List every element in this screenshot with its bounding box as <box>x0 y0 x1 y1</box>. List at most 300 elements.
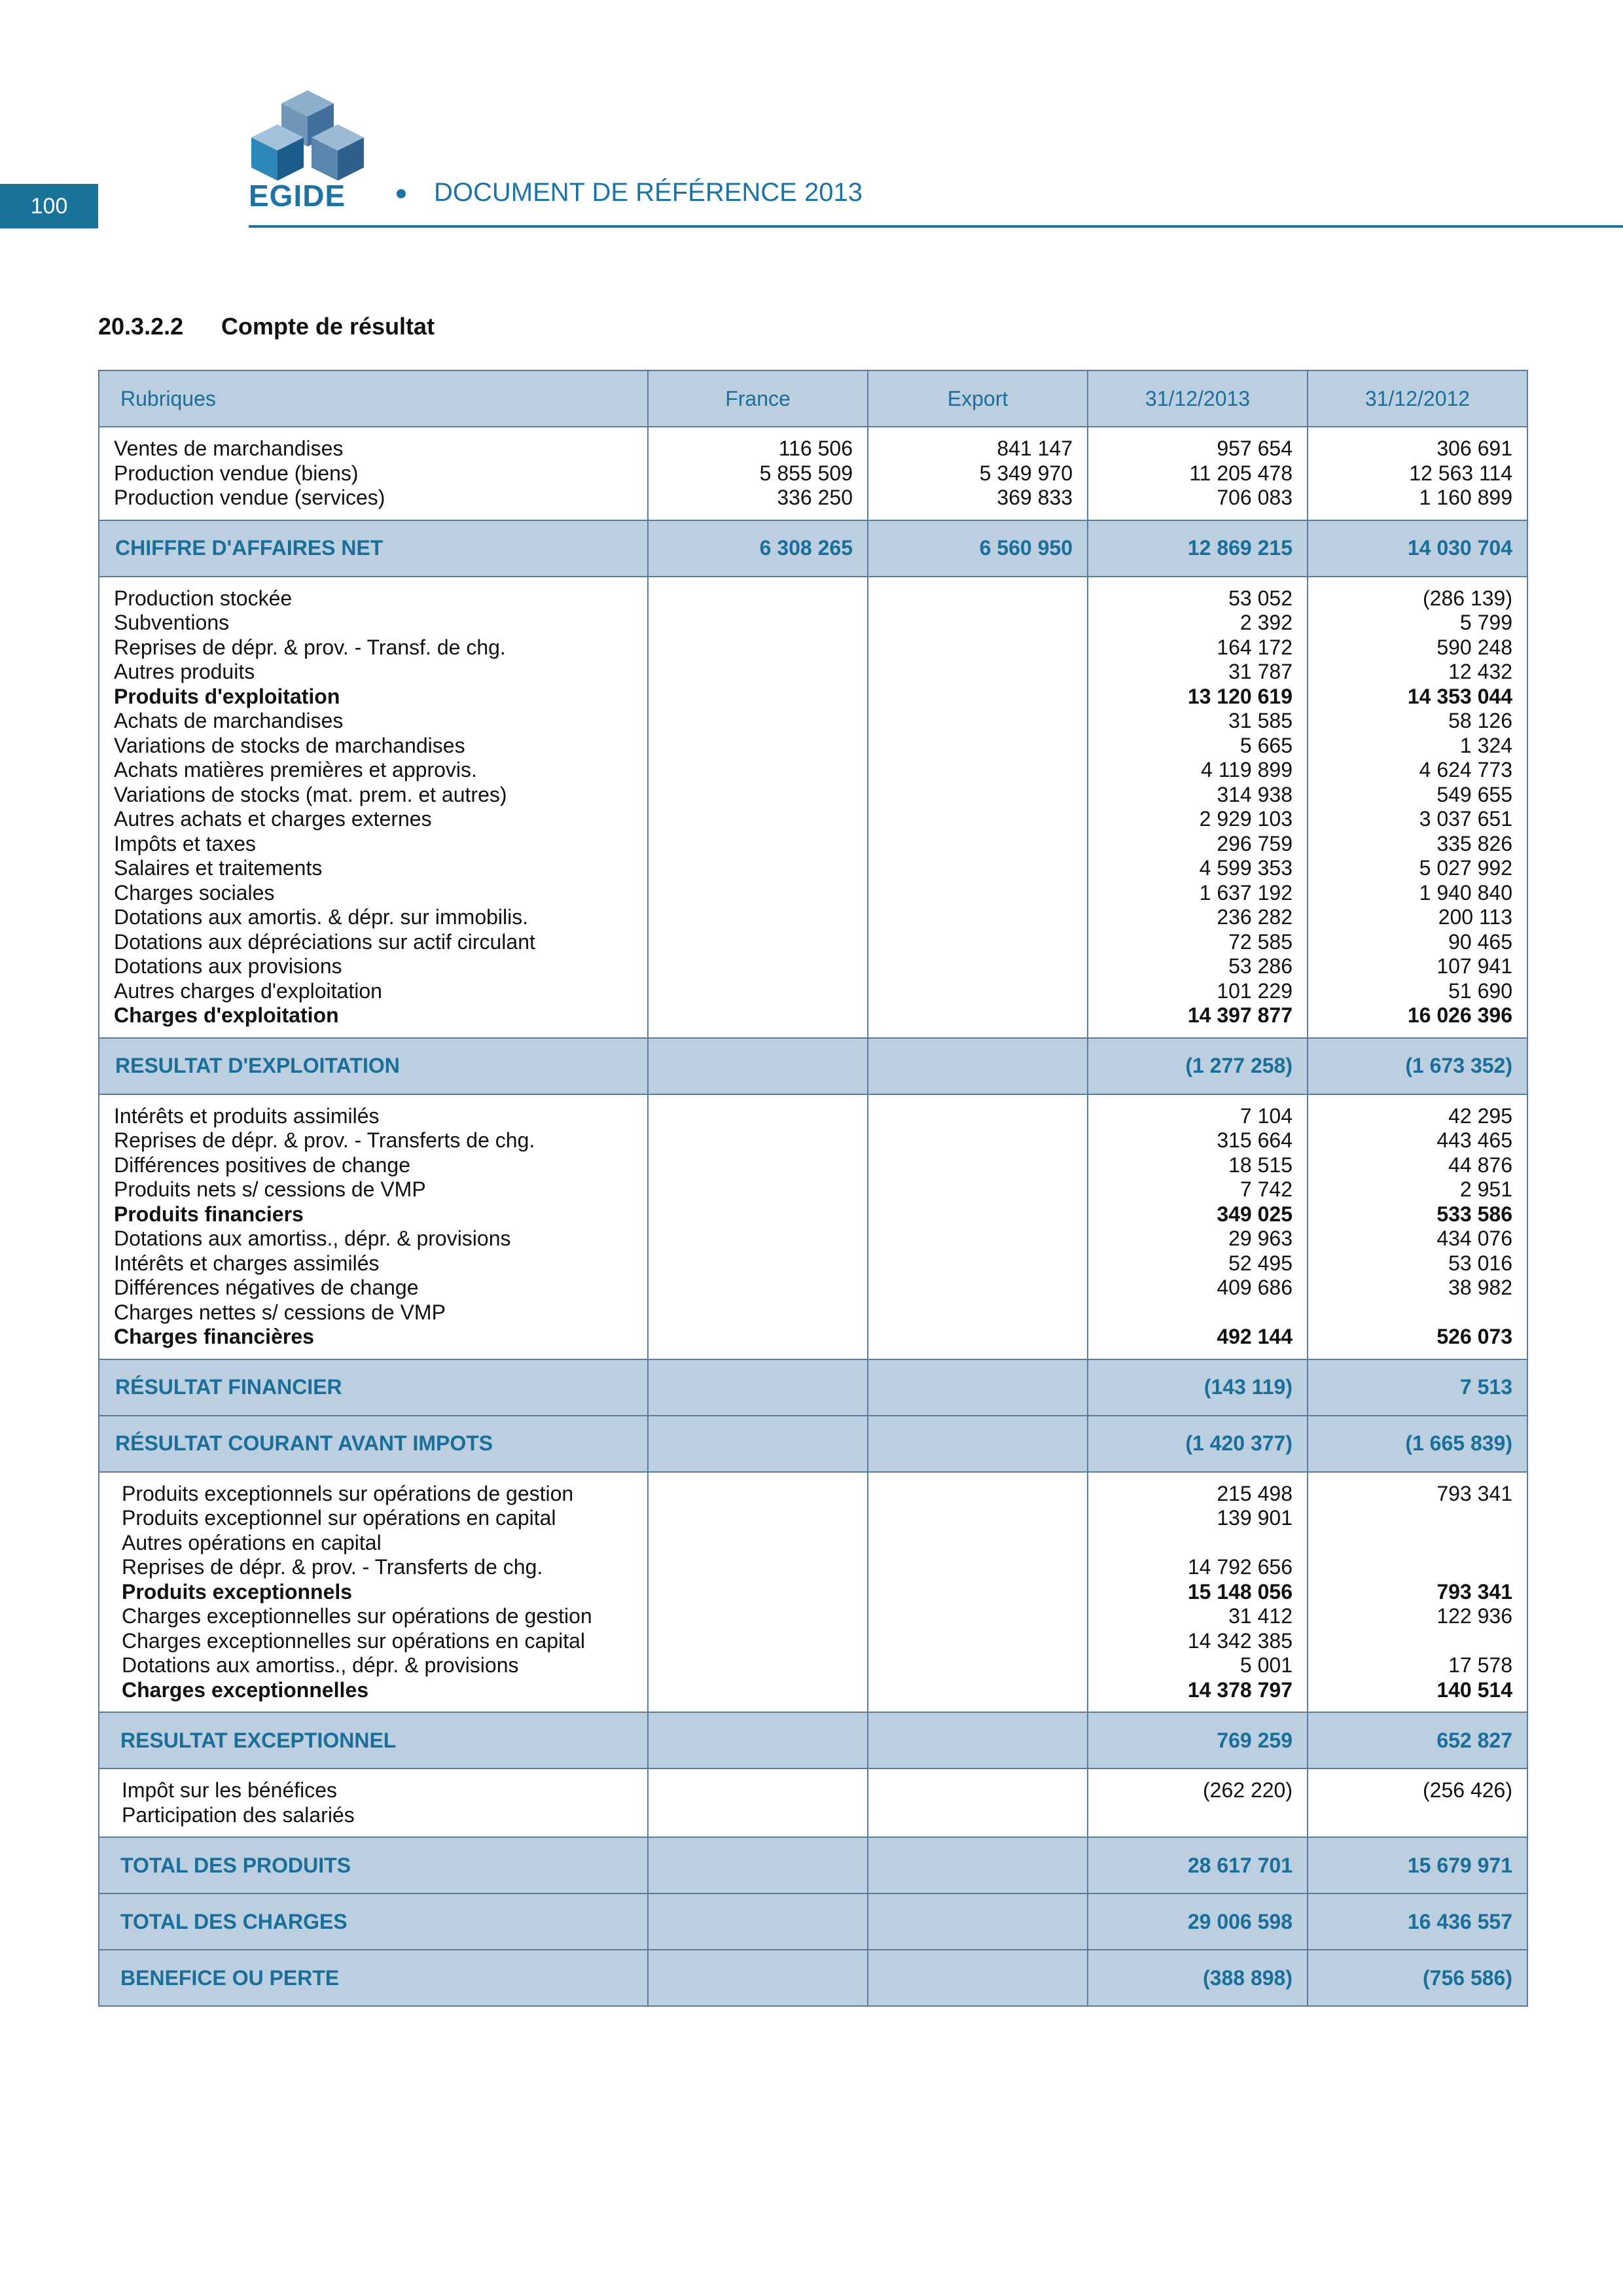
line-item-value: 53 016 <box>1448 1251 1512 1275</box>
line-item-value <box>663 660 853 685</box>
line-item-value: 101 229 <box>1217 978 1293 1003</box>
line-item-value: 533 586 <box>1436 1202 1512 1226</box>
line-item-value: 29 963 <box>1228 1227 1293 1250</box>
line-item-label: Dotations aux amortiss., dépr. & provisions <box>122 1653 519 1677</box>
line-item-label: Charges financières <box>114 1325 314 1348</box>
line-item-label: Intérêts et produits assimilés <box>114 1103 380 1128</box>
line-item-value: 164 172 <box>1217 635 1293 659</box>
detail-row-group <box>99 427 1527 520</box>
line-item-value: 215 498 <box>1217 1481 1293 1505</box>
total-cell-2012: 652 827 <box>1308 1712 1527 1768</box>
line-item-value <box>1323 1506 1512 1531</box>
document-title: DOCUMENT DE RÉFÉRENCE 2013 <box>434 178 863 207</box>
line-item-label: Charges exceptionnelles <box>122 1677 369 1702</box>
detail-cell-france <box>648 577 868 1038</box>
line-item-value <box>663 1629 853 1654</box>
line-item-value: 4 599 353 <box>1199 856 1293 880</box>
line-item-label: Achats matières premières et approvis. <box>114 758 477 781</box>
line-item-value <box>883 1177 1073 1202</box>
line-item-value <box>663 783 853 808</box>
line-item-label: Intérêts et charges assimilés <box>114 1251 380 1275</box>
line-item-value <box>663 709 853 734</box>
line-item-value <box>663 1325 853 1350</box>
line-item-value <box>1103 1531 1293 1556</box>
line-item-value <box>663 1276 853 1300</box>
line-item-value: 107 941 <box>1436 954 1512 978</box>
line-item-value <box>883 1482 1073 1507</box>
line-item-value <box>883 930 1073 955</box>
line-item-value <box>663 856 853 881</box>
line-item-label: Salaires et traitements <box>114 856 323 880</box>
line-item-value <box>883 783 1073 808</box>
line-item-value: 7 104 <box>1240 1103 1293 1128</box>
line-item-value: 296 759 <box>1217 831 1293 855</box>
header-rule <box>249 225 1623 228</box>
detail-row-group <box>99 577 1527 1038</box>
line-item-value: 236 282 <box>1217 905 1293 929</box>
line-item-value: 841 147 <box>997 437 1073 460</box>
line-item-value: 52 495 <box>1228 1251 1293 1275</box>
line-item-value: 122 936 <box>1436 1604 1512 1628</box>
line-item-value: 443 465 <box>1436 1128 1512 1152</box>
total-cell-label: RÉSULTAT FINANCIER <box>99 1359 648 1416</box>
line-item-value: 18 515 <box>1228 1153 1293 1177</box>
line-item-value <box>663 1003 853 1028</box>
total-cell-export <box>868 1712 1088 1768</box>
line-item-value: 5 799 <box>1459 611 1512 634</box>
line-item-value <box>663 807 853 832</box>
detail-cell-2013 <box>1088 1094 1308 1359</box>
line-item-label: Autres produits <box>114 660 255 683</box>
line-item-value <box>883 758 1073 783</box>
line-item-value: 31 412 <box>1228 1604 1293 1628</box>
line-item-value <box>663 1778 853 1803</box>
bullet-separator <box>397 189 406 198</box>
total-cell-export <box>868 1893 1088 1950</box>
line-item-label: Subventions <box>114 611 230 634</box>
line-item-value <box>663 1678 853 1703</box>
line-item-value <box>1323 1300 1512 1325</box>
line-item-value <box>663 1153 853 1178</box>
line-item-value: 12 432 <box>1448 660 1512 683</box>
detail-cell-2012 <box>1308 1472 1527 1713</box>
line-item-value <box>663 1803 853 1828</box>
line-item-label: Produits exceptionnel sur opérations en capital <box>122 1506 556 1530</box>
total-row <box>99 1038 1527 1094</box>
line-item-value <box>663 930 853 955</box>
column-header-export: Export <box>868 370 1088 427</box>
line-item-value: 1 160 899 <box>1419 486 1512 509</box>
line-item-value <box>883 709 1073 734</box>
detail-cell-france <box>648 1472 868 1713</box>
line-item-value <box>663 734 853 759</box>
line-item-value <box>663 1555 853 1580</box>
line-item-value <box>883 1506 1073 1531</box>
total-cell-label: TOTAL DES PRODUITS <box>99 1837 648 1893</box>
total-cell-2013: 29 006 598 <box>1088 1893 1308 1950</box>
line-item-value <box>883 807 1073 832</box>
line-item-value <box>883 979 1073 1004</box>
line-item-label: Ventes de marchandises <box>114 437 344 460</box>
line-item-value: 2 951 <box>1459 1177 1512 1201</box>
line-item-label: Production vendue (biens) <box>114 461 359 485</box>
line-item-value: 957 654 <box>1217 437 1293 460</box>
line-item-label: Produits financiers <box>114 1202 304 1226</box>
line-item-value <box>663 1300 853 1325</box>
detail-cell-france <box>648 1094 868 1359</box>
detail-cell-export <box>868 1094 1088 1359</box>
line-item-value <box>663 636 853 660</box>
detail-cell-2013 <box>1088 577 1308 1038</box>
line-item-value: 14 342 385 <box>1187 1628 1293 1653</box>
total-row <box>99 1359 1527 1416</box>
line-item-value <box>663 979 853 1004</box>
line-item-value <box>663 611 853 636</box>
column-header-france: France <box>648 370 868 427</box>
line-item-value <box>663 1531 853 1556</box>
line-item-label: Charges exceptionnelles sur opérations de gestion <box>122 1604 592 1628</box>
line-item-value: 38 982 <box>1448 1276 1512 1299</box>
total-cell-2013: (1 277 258) <box>1088 1038 1308 1094</box>
line-item-value <box>1323 1555 1512 1580</box>
line-item-value: 11 205 478 <box>1189 461 1293 485</box>
detail-cell-france <box>648 427 868 520</box>
line-item-value: 409 686 <box>1217 1276 1293 1299</box>
line-item-value <box>1323 1803 1512 1828</box>
line-item-value: 314 938 <box>1217 782 1293 806</box>
line-item-label: Variations de stocks de marchandises <box>114 733 465 757</box>
line-item-label: Reprises de dépr. & prov. - Transf. de chg. <box>114 635 506 659</box>
line-item-value: (286 139) <box>1423 586 1512 610</box>
total-cell-france <box>648 1837 868 1893</box>
line-item-value: 58 126 <box>1448 709 1512 732</box>
section-title: Compte de résultat <box>221 313 435 340</box>
line-item-value <box>883 1555 1073 1580</box>
total-cell-2013: 769 259 <box>1088 1712 1308 1768</box>
line-item-value: 526 073 <box>1436 1325 1512 1348</box>
line-item-value <box>663 1482 853 1507</box>
line-item-label: Produits d'exploitation <box>114 684 340 708</box>
line-item-label: Dotations aux amortis. & dépr. sur immobilis. <box>114 905 529 929</box>
line-item-value: 7 742 <box>1240 1177 1293 1201</box>
total-cell-france <box>648 1038 868 1094</box>
line-item-value <box>883 1531 1073 1556</box>
total-cell-2012: (1 665 839) <box>1308 1416 1527 1472</box>
line-item-value <box>663 1580 853 1605</box>
total-row <box>99 1837 1527 1893</box>
line-item-value: 5 855 509 <box>759 461 853 485</box>
line-item-value: 139 901 <box>1217 1506 1293 1530</box>
line-item-label: Différences négatives de change <box>114 1276 419 1299</box>
line-item-value <box>663 1653 853 1678</box>
line-item-value <box>883 1653 1073 1678</box>
line-item-value <box>663 685 853 709</box>
total-cell-2012: (1 673 352) <box>1308 1038 1527 1094</box>
line-item-value: 42 295 <box>1448 1103 1512 1128</box>
line-item-value: (262 220) <box>1203 1778 1293 1802</box>
line-item-value: 1 940 840 <box>1419 880 1512 905</box>
line-item-value: 90 465 <box>1448 929 1512 954</box>
detail-cell-export <box>868 577 1088 1038</box>
line-item-value: 5 665 <box>1240 733 1293 757</box>
total-cell-label: BENEFICE OU PERTE <box>99 1950 648 2006</box>
table-body <box>99 427 1527 2006</box>
line-item-value <box>883 856 1073 881</box>
detail-cell-label <box>99 577 648 1038</box>
line-item-value <box>663 1604 853 1629</box>
line-item-value <box>883 905 1073 930</box>
line-item-value <box>883 1604 1073 1629</box>
line-item-value: 15 148 056 <box>1187 1579 1293 1604</box>
line-item-value <box>883 881 1073 906</box>
line-item-value: 590 248 <box>1436 635 1512 659</box>
page-number: 100 <box>0 184 98 228</box>
total-cell-export <box>868 1837 1088 1893</box>
total-cell-export: 6 560 950 <box>868 520 1088 577</box>
line-item-label: Participation des salariés <box>122 1803 355 1827</box>
line-item-value: 12 563 114 <box>1409 461 1512 485</box>
line-item-value: 53 286 <box>1228 954 1293 978</box>
total-row <box>99 1712 1527 1768</box>
detail-cell-label <box>99 1472 648 1713</box>
line-item-value <box>663 1227 853 1251</box>
line-item-label: Charges d'exploitation <box>114 1003 339 1027</box>
line-item-value: 315 664 <box>1217 1128 1293 1152</box>
line-item-value: 17 578 <box>1448 1653 1512 1677</box>
line-item-value: 349 025 <box>1217 1202 1293 1226</box>
line-item-value <box>883 1276 1073 1300</box>
line-item-value: 5 027 992 <box>1419 856 1512 880</box>
line-item-value <box>663 1202 853 1227</box>
total-cell-france <box>648 1359 868 1416</box>
total-row <box>99 1950 1527 2006</box>
line-item-value <box>883 1128 1073 1153</box>
line-item-label: Impôts et taxes <box>114 831 256 855</box>
total-cell-label: CHIFFRE D'AFFAIRES NET <box>99 520 648 577</box>
detail-cell-export <box>868 1472 1088 1713</box>
line-item-value: 306 691 <box>1436 437 1512 460</box>
line-item-value <box>883 1003 1073 1028</box>
line-item-value: 200 113 <box>1438 905 1512 929</box>
total-cell-france <box>648 1712 868 1768</box>
total-cell-2012: 15 679 971 <box>1308 1837 1527 1893</box>
line-item-value: 1 637 192 <box>1199 880 1293 905</box>
line-item-value <box>663 832 853 857</box>
line-item-label: Autres charges d'exploitation <box>114 978 382 1003</box>
column-header-rubriques: Rubriques <box>99 370 648 427</box>
line-item-value: 336 250 <box>777 486 853 509</box>
line-item-label: Produits exceptionnels sur opérations de gestion <box>122 1481 574 1505</box>
line-item-value <box>883 586 1073 611</box>
line-item-label: Production vendue (services) <box>114 486 385 509</box>
total-cell-export <box>868 1359 1088 1416</box>
detail-cell-france <box>648 1768 868 1837</box>
line-item-value <box>663 881 853 906</box>
line-item-value: 5 001 <box>1240 1653 1293 1677</box>
line-item-label: Achats de marchandises <box>114 709 344 732</box>
line-item-value: 16 026 396 <box>1407 1003 1512 1027</box>
total-cell-france <box>648 1893 868 1950</box>
line-item-label: Reprises de dépr. & prov. - Transferts de chg. <box>122 1555 543 1579</box>
line-item-label: Dotations aux amortiss., dépr. & provisions <box>114 1227 511 1250</box>
line-item-value: 4 624 773 <box>1419 758 1512 781</box>
total-cell-export <box>868 1038 1088 1094</box>
line-item-value: 14 378 797 <box>1187 1677 1293 1702</box>
line-item-value <box>1103 1803 1293 1828</box>
line-item-label: Différences positives de change <box>114 1153 411 1177</box>
line-item-value <box>663 1506 853 1531</box>
total-cell-2012: 16 436 557 <box>1308 1893 1527 1950</box>
line-item-label: Dotations aux dépréciations sur actif circulant <box>114 929 535 954</box>
detail-cell-2012 <box>1308 1094 1527 1359</box>
total-cell-2013: (388 898) <box>1088 1950 1308 2006</box>
line-item-value: 72 585 <box>1228 929 1293 954</box>
table-header-row <box>99 370 1527 427</box>
total-cell-label: RESULTAT EXCEPTIONNEL <box>99 1712 648 1768</box>
detail-cell-2013 <box>1088 427 1308 520</box>
total-cell-france <box>648 1950 868 2006</box>
line-item-value: 549 655 <box>1436 782 1512 806</box>
line-item-value <box>883 1251 1073 1276</box>
detail-cell-2013 <box>1088 1472 1308 1713</box>
line-item-value <box>883 1153 1073 1178</box>
line-item-label: Autres achats et charges externes <box>114 807 432 831</box>
detail-row-group <box>99 1472 1527 1713</box>
line-item-value: 31 787 <box>1228 660 1293 683</box>
line-item-value: 4 119 899 <box>1201 758 1293 781</box>
line-item-value <box>883 1580 1073 1605</box>
line-item-value: 140 514 <box>1436 1677 1512 1702</box>
line-item-value <box>883 685 1073 709</box>
line-item-value: 706 083 <box>1217 486 1293 509</box>
line-item-value <box>883 1629 1073 1654</box>
line-item-value: 369 833 <box>997 486 1073 509</box>
total-row <box>99 1893 1527 1950</box>
column-header-2013: 31/12/2013 <box>1088 370 1308 427</box>
line-item-value <box>883 734 1073 759</box>
line-item-value: 31 585 <box>1228 709 1293 732</box>
line-item-label: Produits exceptionnels <box>122 1579 353 1604</box>
detail-cell-label <box>99 1094 648 1359</box>
line-item-value: 335 826 <box>1436 831 1512 855</box>
line-item-value <box>663 905 853 930</box>
line-item-value <box>663 1104 853 1129</box>
line-item-value: 13 120 619 <box>1187 684 1293 708</box>
line-item-value: 44 876 <box>1448 1153 1512 1177</box>
total-cell-2012: (756 586) <box>1308 1950 1527 2006</box>
line-item-value <box>663 758 853 783</box>
brand-name: EGIDE <box>249 179 346 213</box>
line-item-value <box>1323 1629 1512 1654</box>
total-cell-label: TOTAL DES CHARGES <box>99 1893 648 1950</box>
detail-cell-label <box>99 427 648 520</box>
detail-cell-2012 <box>1308 577 1527 1038</box>
detail-cell-2012 <box>1308 427 1527 520</box>
total-cell-2012: 14 030 704 <box>1308 520 1527 577</box>
total-cell-2012: 7 513 <box>1308 1359 1527 1416</box>
detail-cell-export <box>868 1768 1088 1837</box>
line-item-value <box>883 954 1073 979</box>
line-item-value: 793 341 <box>1436 1481 1512 1505</box>
line-item-value <box>883 1678 1073 1703</box>
line-item-label: Charges nettes s/ cessions de VMP <box>114 1300 446 1324</box>
line-item-value: 14 397 877 <box>1187 1003 1293 1027</box>
line-item-value <box>663 586 853 611</box>
line-item-value <box>883 1227 1073 1251</box>
line-item-label: Charges exceptionnelles sur opérations en capital <box>122 1628 585 1653</box>
total-cell-export <box>868 1416 1088 1472</box>
line-item-label: Dotations aux provisions <box>114 954 342 978</box>
line-item-value: 2 392 <box>1240 611 1293 634</box>
line-item-value: 1 324 <box>1459 733 1512 757</box>
line-item-value: 492 144 <box>1217 1325 1293 1348</box>
line-item-value: 3 037 651 <box>1419 807 1512 831</box>
detail-cell-label <box>99 1768 648 1837</box>
total-cell-france: 6 308 265 <box>648 520 868 577</box>
line-item-label: Production stockée <box>114 586 293 610</box>
line-item-value <box>883 660 1073 685</box>
total-cell-france <box>648 1416 868 1472</box>
line-item-value <box>883 636 1073 660</box>
line-item-value: 51 690 <box>1448 978 1512 1003</box>
line-item-value: 14 792 656 <box>1187 1555 1293 1579</box>
line-item-value: 434 076 <box>1436 1227 1512 1250</box>
line-item-value: 53 052 <box>1228 586 1293 610</box>
detail-cell-2013 <box>1088 1768 1308 1837</box>
detail-row-group <box>99 1094 1527 1359</box>
line-item-label: Produits nets s/ cessions de VMP <box>114 1177 426 1201</box>
line-item-value <box>663 1177 853 1202</box>
total-cell-label: RESULTAT D'EXPLOITATION <box>99 1038 648 1094</box>
line-item-value <box>663 1128 853 1153</box>
total-cell-2013: 12 869 215 <box>1088 520 1308 577</box>
line-item-value <box>1323 1531 1512 1556</box>
line-item-label: Variations de stocks (mat. prem. et autres) <box>114 782 507 806</box>
total-cell-2013: 28 617 701 <box>1088 1837 1308 1893</box>
detail-cell-2012 <box>1308 1768 1527 1837</box>
line-item-value <box>883 1803 1073 1828</box>
total-cell-2013: (143 119) <box>1088 1359 1308 1416</box>
total-cell-2013: (1 420 377) <box>1088 1416 1308 1472</box>
line-item-value <box>883 1202 1073 1227</box>
line-item-value <box>883 1778 1073 1803</box>
total-cell-label: RÉSULTAT COURANT AVANT IMPOTS <box>99 1416 648 1472</box>
total-cell-export <box>868 1950 1088 2006</box>
line-item-value <box>883 1325 1073 1350</box>
line-item-label: Autres opérations en capital <box>122 1530 382 1554</box>
line-item-value <box>663 954 853 979</box>
line-item-value <box>1103 1300 1293 1325</box>
line-item-value: 793 341 <box>1436 1579 1512 1604</box>
column-header-2012: 31/12/2012 <box>1308 370 1527 427</box>
line-item-value <box>883 1104 1073 1129</box>
line-item-value: 5 349 970 <box>979 461 1073 485</box>
line-item-value <box>883 1300 1073 1325</box>
detail-row-group <box>99 1768 1527 1837</box>
line-item-value: 116 506 <box>778 437 853 460</box>
total-row <box>99 1416 1527 1472</box>
line-item-value <box>883 832 1073 857</box>
line-item-label: Impôt sur les bénéfices <box>122 1778 338 1802</box>
line-item-label: Charges sociales <box>114 880 275 905</box>
section-number: 20.3.2.2 <box>98 313 184 340</box>
line-item-value <box>663 1251 853 1276</box>
line-item-value: 14 353 044 <box>1407 684 1512 708</box>
line-item-label: Reprises de dépr. & prov. - Transferts de chg. <box>114 1128 535 1152</box>
total-row <box>99 520 1527 577</box>
income-statement-table <box>98 370 1528 2007</box>
line-item-value: 2 929 103 <box>1199 807 1293 831</box>
